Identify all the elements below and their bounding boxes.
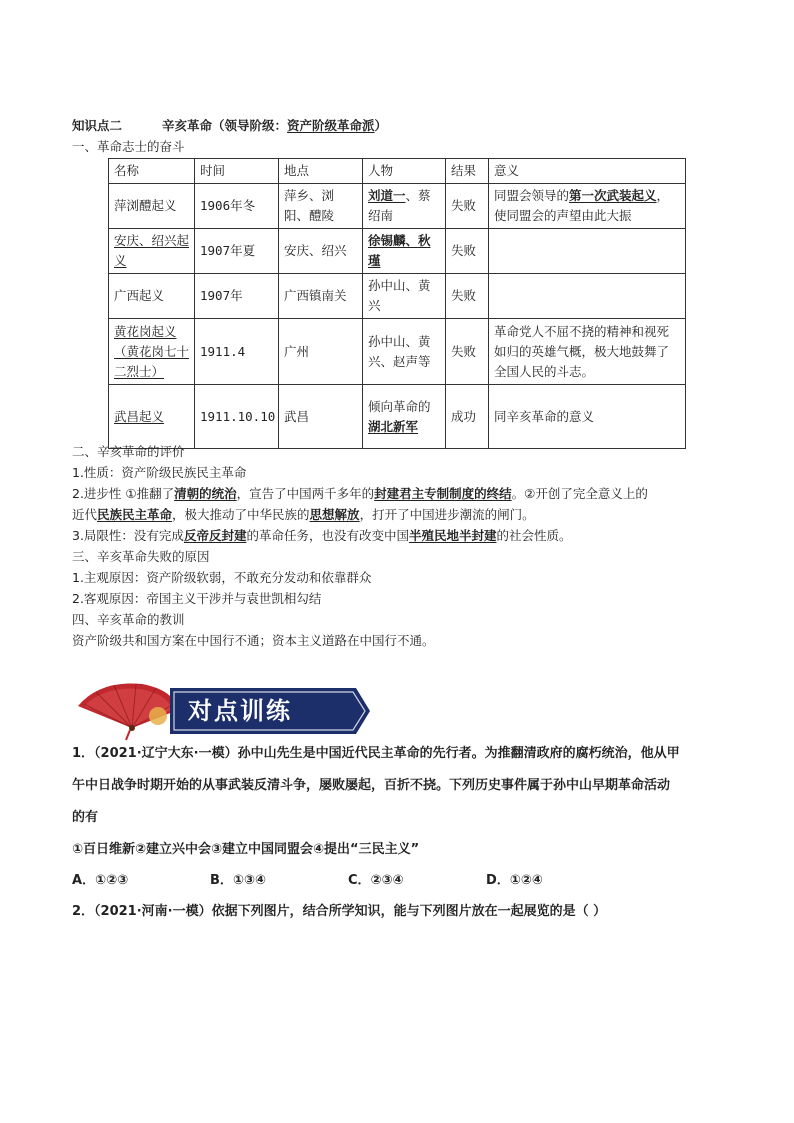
cell-result: 失败	[446, 274, 489, 319]
cell-time: 1911.10.10	[195, 385, 279, 449]
sig-text-end: ，使同盟会的声望由此大振	[494, 188, 670, 223]
option-c[interactable]: C．②③④	[348, 873, 404, 888]
cell-people: 孙中山、黄兴、赵声等	[363, 319, 446, 385]
people-rest: 、蔡绍南	[368, 188, 431, 223]
question-1-line-3: 的有	[72, 810, 99, 825]
section-2-title: 二、辛亥革命的评价	[72, 444, 185, 459]
cell-time: 1906年冬	[195, 184, 279, 229]
cell-result: 失败	[446, 319, 489, 385]
section-3-title: 三、辛亥革命失败的原因	[72, 549, 210, 564]
progress-c: 。②开创了完全意义上的	[511, 486, 648, 501]
option-a[interactable]: A．①②③	[72, 873, 129, 888]
question-1-line-1: 1．（2021·辽宁大东·一模）孙中山先生是中国近代民主革命的先行者。为推翻清政府的腐朽统治，他从甲	[72, 746, 680, 761]
cell-name: 萍浏醴起义	[109, 184, 195, 229]
subjective-cause: 1.主观原因：资产阶级软弱，不敢充分发动和依靠群众	[72, 570, 372, 585]
option-d[interactable]: D．①②④	[486, 873, 543, 888]
question-1-line-2: 午中日战争时期开始的从事武装反清斗争，屡败屡起，百折不挠。下列历史事件属于孙中山早期革命活动	[72, 778, 671, 793]
name-underlined: 武昌起义	[114, 408, 165, 424]
cell-result: 失败	[446, 229, 489, 274]
progress2-u2: 思想解放	[309, 507, 360, 522]
heading-title-underlined: 资产阶级革命派	[287, 118, 375, 133]
table-header: 地点	[279, 159, 363, 184]
lesson-text: 资产阶级共和国方案在中国行不通；资本主义道路在中国行不通。	[72, 633, 435, 648]
progress-u2: 封建君主专制制度的终结	[374, 486, 512, 501]
cell-name: 广西起义	[109, 274, 195, 319]
question-1-items: ①百日维新②建立兴中会③建立中国同盟会④提出“三民主义”	[72, 842, 420, 857]
progress2-a: 近代	[72, 507, 98, 522]
table-header: 意义	[489, 159, 686, 184]
knowledge-heading	[72, 117, 387, 135]
table-row	[109, 184, 686, 229]
progress-u1: 清朝的统治	[174, 486, 237, 501]
cell-place: 萍乡、浏阳、醴陵	[279, 184, 363, 229]
table-header: 名称	[109, 159, 195, 184]
heading-title: 辛亥革命（领导阶级：	[162, 118, 288, 133]
cell-significance: 革命党人不屈不挠的精神和视死如归的英雄气概，极大地鼓舞了全国人民的斗志。	[489, 319, 686, 385]
limitation-text	[72, 527, 572, 545]
table-header: 结果	[446, 159, 489, 184]
progress-text	[72, 485, 648, 503]
name-underlined: 黄花岗起义（黄花岗七十二烈士）	[114, 323, 190, 379]
fan-icon	[70, 676, 180, 742]
cell-people	[363, 385, 446, 449]
people-underlined: 徐锡麟、秋瑾	[368, 233, 431, 268]
cell-place: 广西镇南关	[279, 274, 363, 319]
cell-name	[109, 385, 195, 449]
limit-u1: 反帝反封建	[183, 528, 247, 543]
progress-text-2	[72, 506, 535, 524]
question-2: 2．（2021·河南·一模）依据下列图片，结合所学知识，能与下列图片放在一起展览的是（ ）	[72, 904, 607, 919]
objective-cause: 2.客观原因：帝国主义干涉并与袁世凯相勾结	[72, 591, 322, 606]
kp-label: 知识点二	[72, 118, 123, 133]
cell-result: 成功	[446, 385, 489, 449]
table-header: 时间	[195, 159, 279, 184]
option-b[interactable]: B．①③④	[210, 873, 266, 888]
revolution-table	[108, 158, 686, 449]
cell-people	[363, 184, 446, 229]
cell-significance: 同辛亥革命的意义	[489, 385, 686, 449]
sig-text: 同盟会领导的	[494, 188, 570, 203]
table-row	[109, 229, 686, 274]
progress2-u1: 民族民主革命	[97, 507, 173, 522]
limit-b: 的革命任务，也没有改变中国	[246, 528, 409, 543]
heading-title-end: ）	[374, 118, 388, 133]
table-row	[109, 274, 686, 319]
name-underlined: 安庆、绍兴起义	[114, 233, 190, 268]
table-header-row	[109, 159, 686, 184]
table-row	[109, 319, 686, 385]
section-4-title: 四、辛亥革命的教训	[72, 612, 185, 627]
cell-significance	[489, 229, 686, 274]
people-prefix: 倾向革命的	[368, 398, 431, 414]
progress2-c: ，打开了中国进步潮流的闸门。	[359, 507, 535, 522]
people-underlined: 刘道一	[368, 188, 406, 203]
cell-name	[109, 229, 195, 274]
cell-time: 1911.4	[195, 319, 279, 385]
limit-u2: 半殖民地半封建	[408, 528, 497, 543]
cell-place: 武昌	[279, 385, 363, 449]
table-row	[109, 385, 686, 449]
progress2-b: ，极大推动了中华民族的	[172, 507, 310, 522]
cell-name	[109, 319, 195, 385]
progress-b: ，宣告了中国两千多年的	[236, 486, 375, 501]
cell-significance	[489, 274, 686, 319]
cell-place: 安庆、绍兴	[279, 229, 363, 274]
cell-people: 孙中山、黄兴	[363, 274, 446, 319]
cell-people	[363, 229, 446, 274]
cell-time: 1907年夏	[195, 229, 279, 274]
banner-title: 对点训练	[188, 696, 292, 725]
nature-text: 1.性质：资产阶级民族民主革命	[72, 465, 247, 480]
table-header: 人物	[363, 159, 446, 184]
cell-place: 广州	[279, 319, 363, 385]
sig-underlined: 第一次武装起义	[569, 188, 657, 203]
people-underlined: 湖北新军	[368, 418, 419, 434]
cell-significance	[489, 184, 686, 229]
cell-time: 1907年	[195, 274, 279, 319]
limit-c: 的社会性质。	[496, 528, 572, 543]
section-1-title: 一、革命志士的奋斗	[72, 139, 185, 154]
cell-result: 失败	[446, 184, 489, 229]
limit-a: 3.局限性：没有完成	[72, 528, 184, 543]
progress-a: 2.进步性 ①推翻了	[72, 486, 175, 501]
